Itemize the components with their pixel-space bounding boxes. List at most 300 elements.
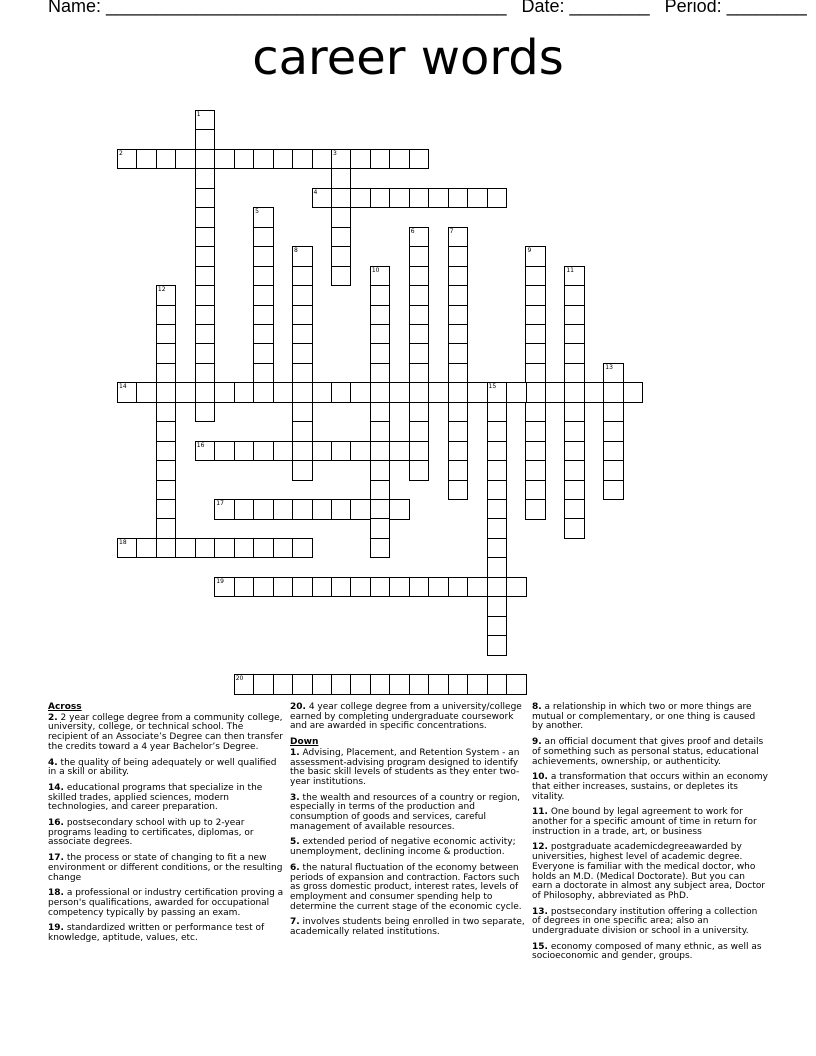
grid-cell[interactable]: [448, 402, 469, 423]
grid-cell[interactable]: [195, 110, 216, 131]
clue-text: the process or state of changing to fit a new environment or different conditions, or the resulting change: [48, 853, 283, 883]
grid-cell[interactable]: [623, 382, 644, 403]
clue-number: 8: [294, 247, 298, 255]
grid-cell[interactable]: [389, 149, 410, 170]
grid-cell[interactable]: [467, 577, 488, 598]
clue-text: the natural fluctuation of the economy between periods of expansion and contraction. Factors such as gross domestic product, interest rates, levels of employment and consumer spending help to determine the current stage of the economic cycle.: [290, 862, 522, 912]
grid-cell[interactable]: [370, 518, 391, 539]
grid-cell[interactable]: [350, 149, 371, 170]
clue-number: 10: [371, 266, 380, 274]
grid-cell[interactable]: [409, 421, 430, 442]
grid-cell[interactable]: [253, 246, 274, 267]
grid-cell[interactable]: [525, 285, 546, 306]
grid-cell[interactable]: [234, 538, 255, 559]
clue-number: 4: [313, 188, 318, 196]
grid-cell[interactable]: [292, 499, 313, 520]
grid-cell[interactable]: [156, 499, 177, 520]
grid-cell[interactable]: [292, 266, 313, 287]
grid-cell[interactable]: [195, 363, 216, 384]
grid-cell[interactable]: [448, 285, 469, 306]
grid-cell[interactable]: [136, 382, 157, 403]
grid-cell[interactable]: [253, 343, 274, 364]
grid-cell[interactable]: [487, 674, 508, 695]
grid-cell[interactable]: [448, 343, 469, 364]
grid-cell[interactable]: [156, 382, 177, 403]
across-heading: Across: [48, 702, 82, 712]
clue-item: [290, 864, 526, 913]
grid-cell[interactable]: [409, 402, 430, 423]
grid-cell[interactable]: [331, 246, 352, 267]
grid-cell[interactable]: [370, 674, 391, 695]
grid-cell[interactable]: [312, 441, 333, 462]
grid-cell[interactable]: [409, 266, 430, 287]
grid-cell[interactable]: [448, 324, 469, 345]
grid-cell[interactable]: [214, 441, 235, 462]
grid-cell[interactable]: [273, 499, 294, 520]
grid-cell[interactable]: [389, 188, 410, 209]
clue-text: Advising, Placement, and Retention System - an assessment-advising program designed to identify the basic skill levels of students as they enter two-year institutions.: [290, 747, 520, 787]
clue-number-label: 1.: [290, 747, 300, 758]
grid-cell[interactable]: [487, 596, 508, 617]
clue-item: [532, 943, 768, 962]
clue-number-label: 9.: [532, 737, 542, 748]
grid-cell[interactable]: [117, 382, 138, 403]
grid-cell[interactable]: [389, 441, 410, 462]
grid-cell[interactable]: [428, 577, 449, 598]
grid-cell[interactable]: [448, 421, 469, 442]
grid-cell[interactable]: [156, 343, 177, 364]
clue-item: [48, 854, 284, 883]
grid-cell[interactable]: [136, 538, 157, 559]
grid-cell[interactable]: [312, 577, 333, 598]
grid-cell[interactable]: [350, 577, 371, 598]
grid-cell[interactable]: [195, 402, 216, 423]
grid-cell[interactable]: [331, 674, 352, 695]
clue-item: [290, 749, 526, 788]
grid-cell[interactable]: [428, 674, 449, 695]
grid-cell[interactable]: [487, 499, 508, 520]
grid-cell[interactable]: [389, 674, 410, 695]
grid-cell[interactable]: [253, 266, 274, 287]
grid-cell[interactable]: [234, 441, 255, 462]
grid-cell[interactable]: [428, 382, 449, 403]
grid-cell[interactable]: [409, 324, 430, 345]
clue-text: postsecondary school with up to 2-year programs leading to certificates, diplomas, or associate degrees.: [48, 818, 254, 848]
grid-cell[interactable]: [156, 421, 177, 442]
grid-cell[interactable]: [253, 363, 274, 384]
grid-cell[interactable]: [331, 207, 352, 228]
clue-number-label: 17.: [48, 853, 64, 864]
grid-cell[interactable]: [195, 207, 216, 228]
grid-cell[interactable]: [292, 421, 313, 442]
grid-cell[interactable]: [370, 324, 391, 345]
clue-number-label: 15.: [532, 941, 548, 952]
grid-cell[interactable]: [195, 441, 216, 462]
grid-cell[interactable]: [331, 168, 352, 189]
grid-cell[interactable]: [350, 499, 371, 520]
grid-cell[interactable]: [409, 577, 430, 598]
grid-cell[interactable]: [467, 382, 488, 403]
grid-cell[interactable]: [156, 285, 177, 306]
grid-cell[interactable]: [273, 441, 294, 462]
clue-text: a professional or industry certification proving a person's qualifications, awarded for occupational competency typically by passing an exam.: [48, 888, 284, 918]
grid-cell[interactable]: [273, 149, 294, 170]
grid-cell[interactable]: [564, 285, 585, 306]
grid-cell[interactable]: [312, 149, 333, 170]
clue-number: 2: [119, 149, 123, 157]
grid-cell[interactable]: [253, 149, 274, 170]
grid-cell[interactable]: [273, 577, 294, 598]
grid-cell[interactable]: [156, 402, 177, 423]
grid-cell[interactable]: [253, 499, 274, 520]
grid-cell[interactable]: [545, 382, 566, 403]
grid-cell[interactable]: [370, 402, 391, 423]
grid-cell[interactable]: [370, 188, 391, 209]
grid-cell[interactable]: [292, 305, 313, 326]
clue-number-label: 2.: [48, 712, 58, 723]
grid-cell[interactable]: [195, 227, 216, 248]
grid-cell[interactable]: [253, 285, 274, 306]
grid-cell[interactable]: [409, 246, 430, 267]
clue-text: postgraduate academicdegreeawarded by universities, highest level of academic degree. Everyone is familiar with the medical doctor, who holds an M.D. (Medical Doctorate). But you can earn a doctorate in almost any subject area, Doctor of Philosophy, abbreviated as PhD.: [532, 842, 766, 901]
grid-cell[interactable]: [292, 402, 313, 423]
clue-number-label: 7.: [290, 917, 300, 928]
clue-number-label: 19.: [48, 923, 64, 934]
grid-cell[interactable]: [564, 499, 585, 520]
grid-cell[interactable]: [195, 168, 216, 189]
grid-cell[interactable]: [273, 538, 294, 559]
grid-cell[interactable]: [370, 538, 391, 559]
grid-cell[interactable]: [603, 363, 624, 384]
grid-cell[interactable]: [370, 266, 391, 287]
grid-cell[interactable]: [292, 577, 313, 598]
grid-cell[interactable]: [195, 129, 216, 150]
grid-cell[interactable]: [312, 674, 333, 695]
grid-cell[interactable]: [603, 402, 624, 423]
grid-cell[interactable]: [350, 382, 371, 403]
grid-cell[interactable]: [448, 363, 469, 384]
grid-cell[interactable]: [156, 518, 177, 539]
grid-cell[interactable]: [409, 441, 430, 462]
grid-cell[interactable]: [253, 324, 274, 345]
grid-cell[interactable]: [525, 324, 546, 345]
grid-cell[interactable]: [331, 382, 352, 403]
clue-number: 5: [255, 208, 259, 216]
grid-cell[interactable]: [195, 285, 216, 306]
grid-cell[interactable]: [448, 441, 469, 462]
grid-cell[interactable]: [564, 421, 585, 442]
grid-cell[interactable]: [253, 538, 274, 559]
grid-cell[interactable]: [214, 149, 235, 170]
clue-number-label: 10.: [532, 772, 548, 783]
grid-cell[interactable]: [370, 577, 391, 598]
grid-cell[interactable]: [564, 343, 585, 364]
grid-cell[interactable]: [389, 577, 410, 598]
grid-cell[interactable]: [525, 499, 546, 520]
grid-cell[interactable]: [603, 382, 624, 403]
grid-cell[interactable]: [234, 674, 255, 695]
grid-cell[interactable]: [253, 382, 274, 403]
grid-cell[interactable]: [370, 343, 391, 364]
grid-cell[interactable]: [331, 441, 352, 462]
clue-text: extended period of negative economic activity; unemployment, declining income & production.: [290, 837, 516, 858]
grid-cell[interactable]: [156, 149, 177, 170]
grid-cell[interactable]: [253, 577, 274, 598]
clue-number: 18: [119, 538, 127, 546]
grid-cell[interactable]: [312, 499, 333, 520]
grid-cell[interactable]: [195, 538, 216, 559]
grid-cell[interactable]: [253, 441, 274, 462]
grid-cell[interactable]: [448, 382, 469, 403]
grid-cell[interactable]: [487, 382, 508, 403]
grid-cell[interactable]: [487, 577, 508, 598]
grid-cell[interactable]: [525, 305, 546, 326]
grid-cell[interactable]: [234, 577, 255, 598]
grid-cell[interactable]: [195, 246, 216, 267]
grid-cell[interactable]: [195, 266, 216, 287]
grid-cell[interactable]: [603, 480, 624, 501]
grid-cell[interactable]: [564, 518, 585, 539]
grid-cell[interactable]: [448, 188, 469, 209]
grid-cell[interactable]: [234, 499, 255, 520]
grid-cell[interactable]: [409, 382, 430, 403]
grid-cell[interactable]: [292, 460, 313, 481]
clue-number-label: 8.: [532, 702, 542, 712]
grid-cell[interactable]: [292, 246, 313, 267]
grid-cell[interactable]: [525, 343, 546, 364]
grid-cell[interactable]: [370, 460, 391, 481]
clue-item: [290, 703, 526, 732]
clue-number-label: 3.: [290, 792, 300, 803]
grid-cell[interactable]: [487, 616, 508, 637]
date-blank[interactable]: ________: [569, 0, 650, 16]
clues-column-1: [48, 703, 284, 950]
grid-cell[interactable]: [564, 480, 585, 501]
grid-cell[interactable]: [525, 402, 546, 423]
grid-cell[interactable]: [331, 499, 352, 520]
grid-cell[interactable]: [370, 149, 391, 170]
grid-cell[interactable]: [525, 363, 546, 384]
grid-cell[interactable]: [564, 266, 585, 287]
grid-cell[interactable]: [331, 266, 352, 287]
grid-cell[interactable]: [409, 285, 430, 306]
grid-cell[interactable]: [292, 382, 313, 403]
grid-cell[interactable]: [214, 577, 235, 598]
grid-cell[interactable]: [253, 305, 274, 326]
clue-item: [48, 924, 284, 943]
grid-cell[interactable]: [331, 188, 352, 209]
grid-cell[interactable]: [409, 227, 430, 248]
grid-cell[interactable]: [253, 227, 274, 248]
grid-cell[interactable]: [156, 305, 177, 326]
grid-cell[interactable]: [525, 246, 546, 267]
grid-cell[interactable]: [370, 421, 391, 442]
grid-cell[interactable]: [195, 305, 216, 326]
grid-cell[interactable]: [253, 674, 274, 695]
grid-cell[interactable]: [195, 324, 216, 345]
grid-cell[interactable]: [506, 674, 527, 695]
grid-cell[interactable]: [117, 149, 138, 170]
grid-cell[interactable]: [487, 402, 508, 423]
grid-cell[interactable]: [156, 441, 177, 462]
grid-cell[interactable]: [409, 188, 430, 209]
grid-cell[interactable]: [175, 538, 196, 559]
grid-cell[interactable]: [370, 499, 391, 520]
grid-cell[interactable]: [292, 324, 313, 345]
grid-cell[interactable]: [370, 441, 391, 462]
grid-cell[interactable]: [409, 363, 430, 384]
grid-cell[interactable]: [487, 538, 508, 559]
grid-cell[interactable]: [584, 382, 605, 403]
grid-cell[interactable]: [467, 674, 488, 695]
grid-cell[interactable]: [487, 557, 508, 578]
clue-item: [48, 759, 284, 778]
clue-text: involves students being enrolled in two separate, academically related institutions.: [290, 917, 525, 938]
grid-cell[interactable]: [525, 441, 546, 462]
clue-number: 19: [216, 577, 224, 585]
grid-cell[interactable]: [312, 382, 333, 403]
grid-cell[interactable]: [156, 363, 177, 384]
grid-cell[interactable]: [234, 382, 255, 403]
clue-item: [532, 703, 768, 732]
grid-cell[interactable]: [214, 538, 235, 559]
grid-cell[interactable]: [234, 149, 255, 170]
grid-cell[interactable]: [448, 674, 469, 695]
grid-cell[interactable]: [370, 285, 391, 306]
grid-cell[interactable]: [564, 460, 585, 481]
grid-cell[interactable]: [175, 149, 196, 170]
period-blank[interactable]: ________: [726, 0, 807, 16]
grid-cell[interactable]: [487, 480, 508, 501]
grid-cell[interactable]: [525, 266, 546, 287]
grid-cell[interactable]: [448, 577, 469, 598]
grid-cell[interactable]: [525, 460, 546, 481]
grid-cell[interactable]: [564, 382, 585, 403]
clue-number-label: 14.: [48, 782, 64, 793]
grid-cell[interactable]: [487, 188, 508, 209]
grid-cell[interactable]: [564, 305, 585, 326]
name-label: Name:: [48, 0, 102, 16]
grid-cell[interactable]: [506, 382, 527, 403]
grid-cell[interactable]: [467, 188, 488, 209]
grid-cell[interactable]: [273, 674, 294, 695]
grid-cell[interactable]: [156, 460, 177, 481]
grid-cell[interactable]: [525, 421, 546, 442]
grid-cell[interactable]: [312, 188, 333, 209]
grid-cell[interactable]: [409, 343, 430, 364]
clue-number: 16: [196, 441, 205, 449]
grid-cell[interactable]: [292, 441, 313, 462]
grid-cell[interactable]: [370, 480, 391, 501]
grid-cell[interactable]: [603, 421, 624, 442]
name-blank[interactable]: ________________________________________: [106, 0, 507, 16]
grid-cell[interactable]: [506, 577, 527, 598]
grid-cell[interactable]: [370, 305, 391, 326]
clue-number: 12: [157, 286, 166, 294]
grid-cell[interactable]: [214, 382, 235, 403]
clue-number-label: 11.: [532, 807, 548, 818]
clue-text: standardized written or performance test of knowledge, aptitude, values, etc.: [48, 923, 265, 944]
clue-number: 15: [488, 383, 497, 391]
grid-cell[interactable]: [156, 538, 177, 559]
grid-cell[interactable]: [409, 149, 430, 170]
grid-cell[interactable]: [195, 382, 216, 403]
clue-item: [532, 808, 768, 837]
grid-cell[interactable]: [525, 382, 546, 403]
grid-cell[interactable]: [350, 441, 371, 462]
clue-text: a relationship in which two or more things are mutual or complementary, or one thing is caused by another.: [532, 702, 756, 732]
grid-cell[interactable]: [292, 674, 313, 695]
grid-cell[interactable]: [117, 538, 138, 559]
grid-cell[interactable]: [564, 363, 585, 384]
grid-cell[interactable]: [292, 343, 313, 364]
grid-cell[interactable]: [564, 324, 585, 345]
grid-cell[interactable]: [389, 499, 410, 520]
grid-cell[interactable]: [409, 674, 430, 695]
grid-cell[interactable]: [292, 149, 313, 170]
grid-cell[interactable]: [136, 149, 157, 170]
clue-text: postsecondary institution offering a collection of degrees in one specific area; also an undergraduate division or school in a university.: [532, 906, 758, 937]
grid-cell[interactable]: [448, 460, 469, 481]
clue-number-label: 18.: [48, 888, 64, 899]
grid-cell[interactable]: [525, 480, 546, 501]
grid-cell[interactable]: [409, 460, 430, 481]
clue-number: 17: [216, 500, 224, 507]
grid-cell[interactable]: [487, 460, 508, 481]
grid-cell[interactable]: [603, 441, 624, 462]
grid-cell[interactable]: [487, 635, 508, 656]
grid-cell[interactable]: [273, 382, 294, 403]
clue-number-label: 13.: [532, 906, 548, 917]
clue-text: 2 year college degree from a community college, university, college, or technical school. The recipient of an Associate’s Degree can then transfer the credits toward a 4 year Bachelor’s Degree.: [48, 712, 283, 752]
grid-cell[interactable]: [292, 538, 313, 559]
grid-cell[interactable]: [331, 149, 352, 170]
grid-cell[interactable]: [195, 188, 216, 209]
grid-cell[interactable]: [487, 518, 508, 539]
grid-cell[interactable]: [487, 421, 508, 442]
grid-cell[interactable]: [195, 149, 216, 170]
grid-cell[interactable]: [370, 382, 391, 403]
grid-cell[interactable]: [175, 382, 196, 403]
grid-cell[interactable]: [331, 577, 352, 598]
grid-cell[interactable]: [292, 363, 313, 384]
grid-cell[interactable]: [156, 480, 177, 501]
clue-text: 4 year college degree from a university/college earned by completing undergraduate coursework and are awarded in specific concentrations.: [290, 702, 522, 732]
grid-cell[interactable]: [331, 227, 352, 248]
grid-cell[interactable]: [350, 674, 371, 695]
grid-cell[interactable]: [448, 266, 469, 287]
grid-cell[interactable]: [253, 207, 274, 228]
grid-cell[interactable]: [487, 441, 508, 462]
grid-cell[interactable]: [214, 499, 235, 520]
grid-cell[interactable]: [448, 246, 469, 267]
grid-cell[interactable]: [564, 441, 585, 462]
grid-cell[interactable]: [564, 402, 585, 423]
grid-cell[interactable]: [428, 188, 449, 209]
grid-cell[interactable]: [370, 363, 391, 384]
grid-cell[interactable]: [448, 305, 469, 326]
grid-cell[interactable]: [195, 343, 216, 364]
grid-cell[interactable]: [603, 460, 624, 481]
grid-cell[interactable]: [409, 305, 430, 326]
grid-cell[interactable]: [389, 382, 410, 403]
grid-cell[interactable]: [350, 188, 371, 209]
clue-number-label: 16.: [48, 818, 64, 829]
grid-cell[interactable]: [292, 285, 313, 306]
grid-cell[interactable]: [156, 324, 177, 345]
grid-cell[interactable]: [448, 227, 469, 248]
grid-cell[interactable]: [448, 480, 469, 501]
